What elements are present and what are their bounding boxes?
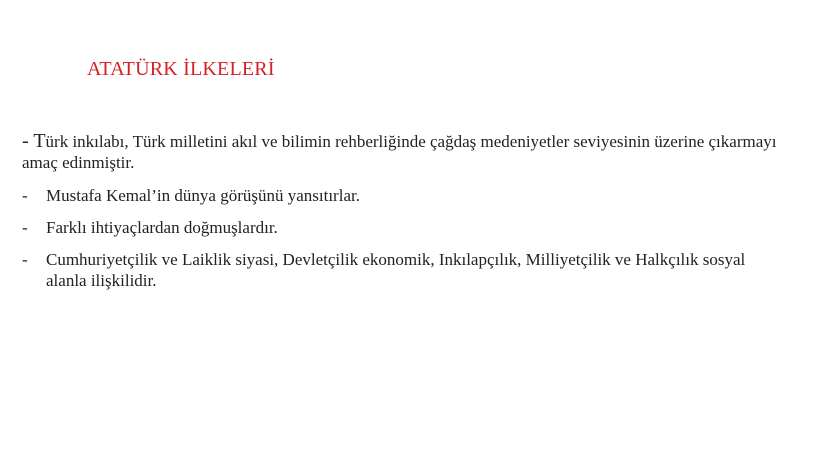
list-item bbox=[22, 217, 782, 238]
intro-paragraph bbox=[22, 131, 782, 173]
bullet-text: Cumhuriyetçilik ve Laiklik siyasi, Devletçilik ekonomik, Inkılapçılık, Milliyetçilik ve Halkçılık sosyal alanla ilişkilidir. bbox=[46, 250, 746, 290]
intro-dash: - bbox=[22, 130, 34, 152]
list-item bbox=[22, 249, 782, 291]
intro-text: ürk inkılabı, Türk milletini akıl ve bilimin rehberliğinde çağdaş medeniyetler seviyesinin üzerine çıkarmayı amaç edinmiştir. bbox=[22, 132, 777, 172]
bullet-marker: - bbox=[22, 186, 28, 205]
list-item bbox=[22, 185, 782, 206]
slide-title: ATATÜRK İLKELERİ bbox=[87, 58, 275, 80]
bullet-marker: - bbox=[22, 250, 28, 269]
bullet-text: Farklı ihtiyaçlardan doğmuşlardır. bbox=[46, 218, 278, 237]
bullet-text: Mustafa Kemal’in dünya görüşünü yansıtırlar. bbox=[46, 186, 360, 205]
bullet-marker: - bbox=[22, 218, 28, 237]
intro-initial: T bbox=[33, 130, 46, 152]
bullet-list bbox=[22, 185, 782, 291]
